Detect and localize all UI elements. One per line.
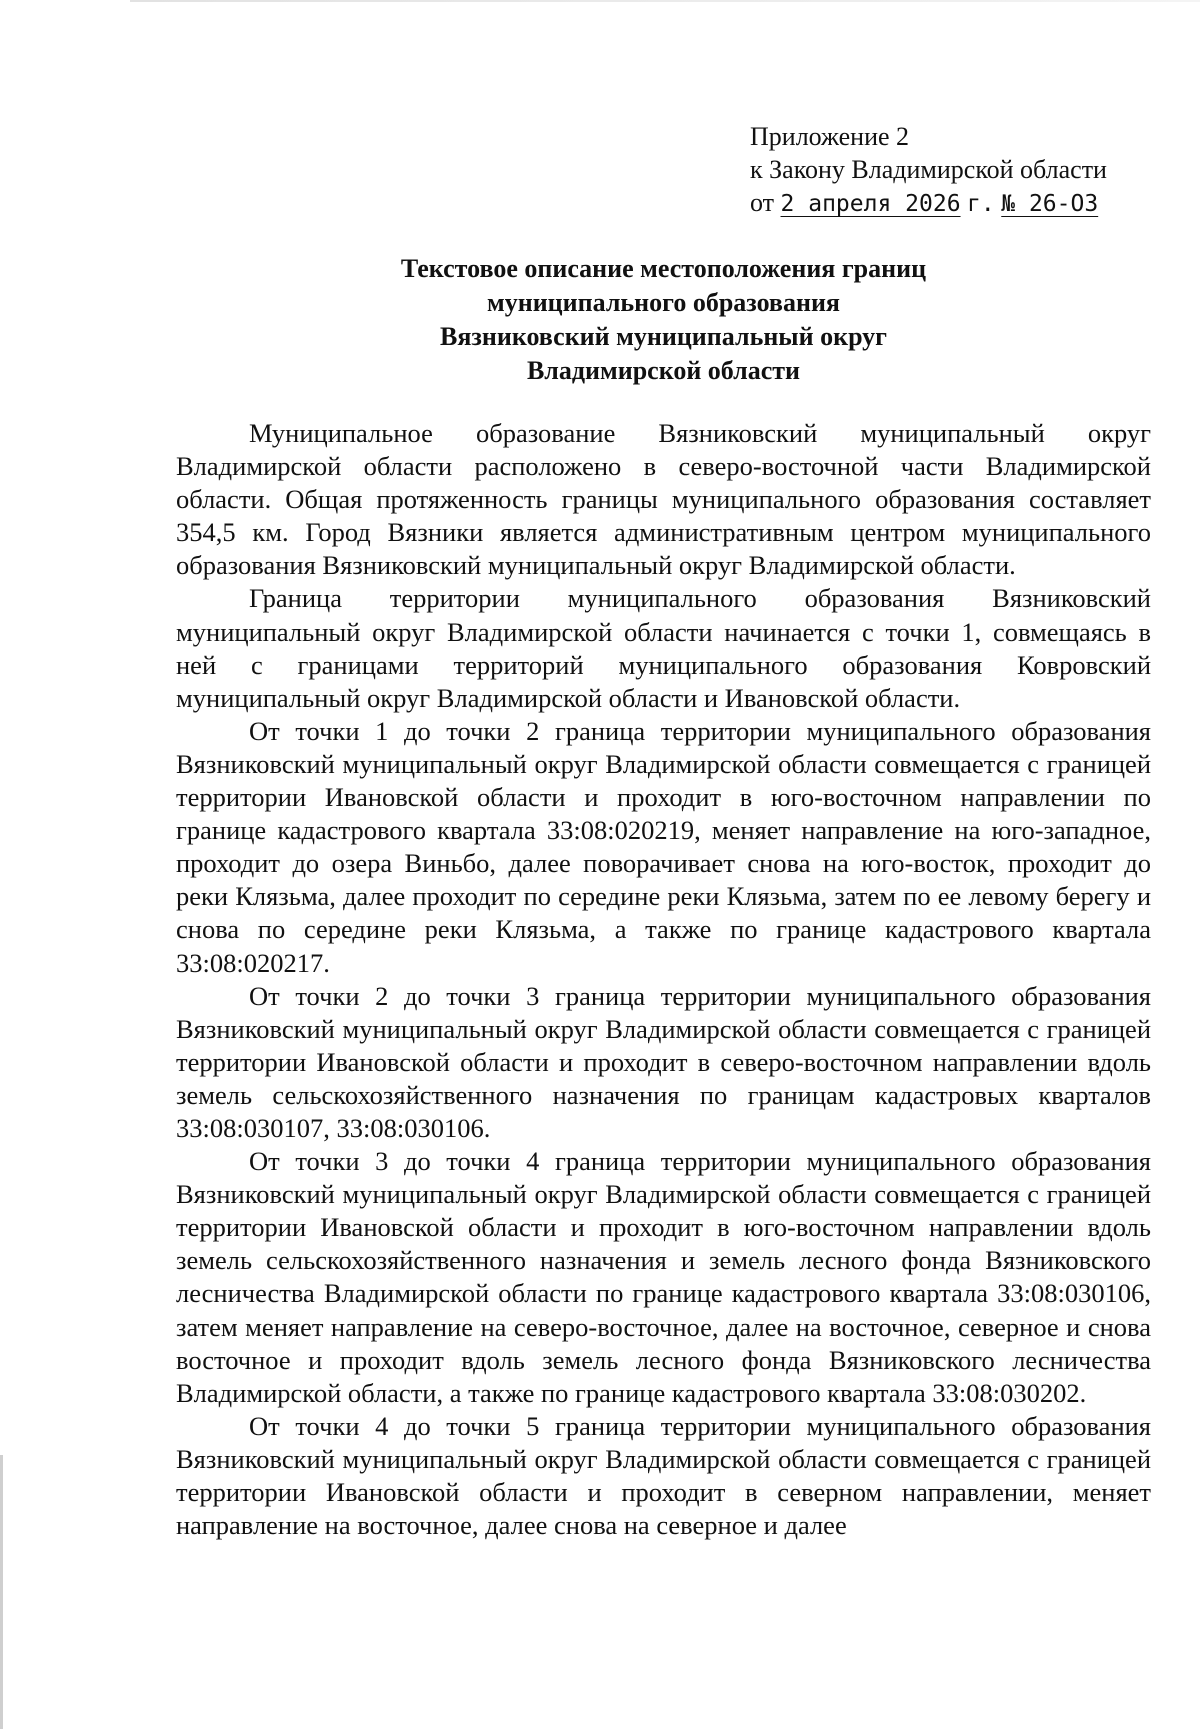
title-line: Вязниковский муниципальный округ (440, 322, 887, 351)
title-line: Владимирской области (526, 356, 801, 385)
law-reference: к Закону Владимирской области (750, 155, 1107, 184)
body-paragraph: От точки 3 до точки 4 граница территории муниципального образования Вязниковский муниципальный округ Владимирской области совмещается с границей территории Ивановской области и проходит в юго-восточном направлении вдоль земель сельскохозяйственного назначения и земель лесного фонда Вязниковского лесничества Владимирской области по границе кадастрового квартала 33:08:030106, затем меняет направление на северо-восточное, далее на восточное, северное и снова восточное и проходит вдоль земель лесного фонда Вязниковского лесничества Владимирской области, а также по границе кадастрового квартала 33:08:030202. (176, 1146, 1151, 1408)
document-title (176, 252, 1151, 388)
law-number: № 26-ОЗ (1001, 191, 1099, 217)
document-body (176, 417, 1151, 1542)
scan-edge-left (0, 1455, 3, 1729)
title-line: муниципального образования (487, 288, 840, 317)
appendix-label: Приложение 2 (750, 122, 910, 151)
appendix-header (750, 120, 1107, 221)
year-suffix: г. (967, 191, 995, 217)
body-paragraph: От точки 2 до точки 3 граница территории муниципального образования Вязниковский муниципальный округ Владимирской области совмещается с границей территории Ивановской области и проходит в северо-восточном направлении вдоль земель сельскохозяйственного назначения по границам кадастровых кварталов 33:08:030107, 33:08:030106. (176, 980, 1151, 1143)
title-line: Текстовое описание местоположения границ (400, 254, 927, 283)
date-prefix: от (750, 188, 775, 217)
body-paragraph: От точки 4 до точки 5 граница территории муниципального образования Вязниковский муниципальный округ Владимирской области совмещается с границей территории Ивановской области и проходит в северном направлении, меняет направление на восточное, далее снова на северное и далее (176, 1410, 1151, 1541)
scan-edge-top (130, 0, 1200, 2)
date-line (750, 186, 1107, 221)
body-paragraph: От точки 1 до точки 2 граница территории муниципального образования Вязниковский муниципальный округ Владимирской области совмещается с границей территории Ивановской области и проходит в юго-восточном направлении по границе кадастрового квартала 33:08:020219, меняет направление на юго-западное, проходит до озера Виньбо, далее поворачивает снова на юго-восток, проходит до реки Клязьма, далее проходит по середине реки Клязьма, затем по ее левому берегу и снова по середине реки Клязьма, а также по границе кадастрового квартала 33:08:020217. (176, 715, 1151, 978)
body-paragraph: Граница территории муниципального образования Вязниковский муниципальный округ Владимирской области начинается с точки 1, совмещаясь в ней с границами территорий муниципального образования Ковровский муниципальный округ Владимирской области и Ивановской области. (176, 583, 1151, 713)
body-paragraph: Муниципальное образование Вязниковский муниципальный округ Владимирской области расположено в северо-восточной части Владимирской области. Общая протяженность границы муниципального образования составляет 354,5 км. Город Вязники является административным центром муниципального образования Вязниковский муниципальный округ Владимирской области. (176, 418, 1151, 581)
date-value: 2 апреля 2026 (780, 191, 961, 217)
